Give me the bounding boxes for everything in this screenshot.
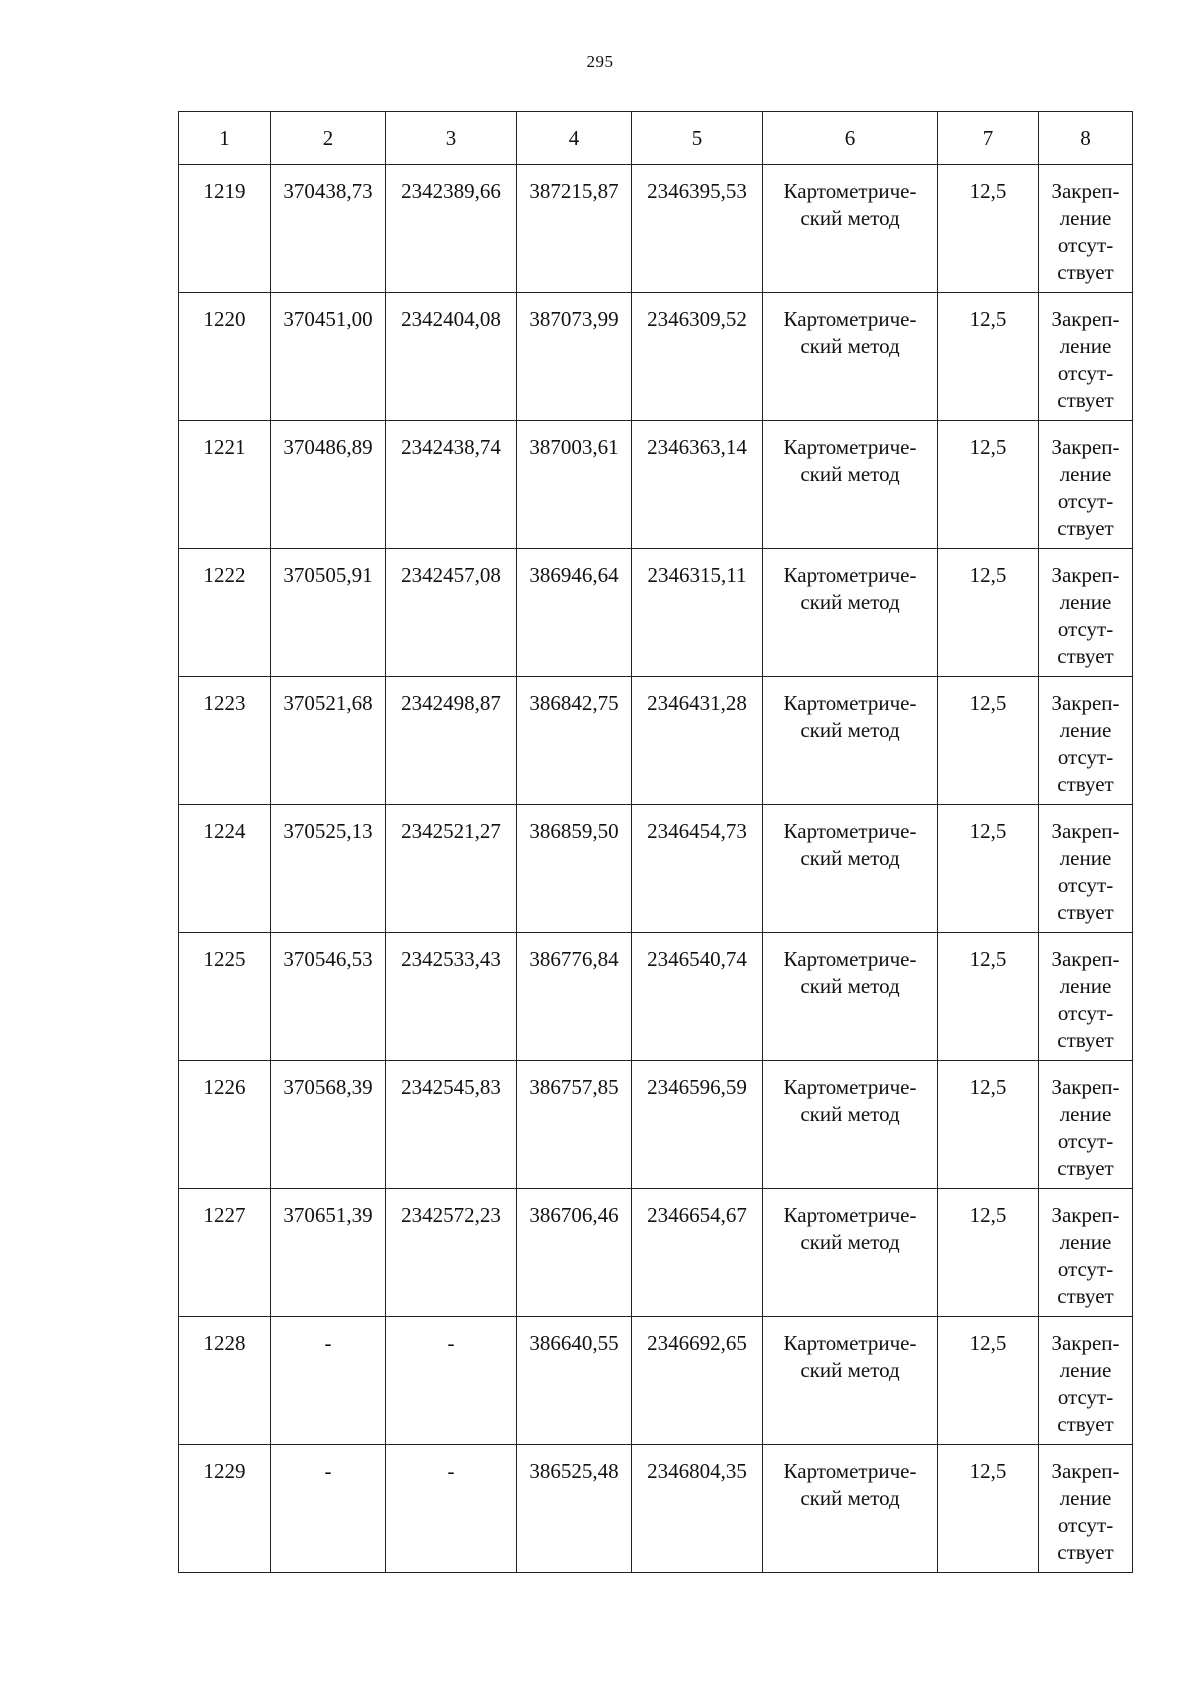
x-new-cell: 387003,61 <box>517 421 632 549</box>
method-cell: Картометриче- ский метод <box>763 165 938 293</box>
method-cell: Картометриче- ский метод <box>763 1445 938 1573</box>
y-new-cell: 2346315,11 <box>632 549 763 677</box>
table-row <box>179 165 1133 293</box>
x-new-cell: 387073,99 <box>517 293 632 421</box>
method-cell: Картометриче- ский метод <box>763 933 938 1061</box>
y-old-cell: 2342389,66 <box>386 165 517 293</box>
x-old-cell: 370521,68 <box>271 677 386 805</box>
table-row <box>179 293 1133 421</box>
point-number-cell: 1227 <box>179 1189 271 1317</box>
table-row <box>179 1445 1133 1573</box>
method-cell: Картометриче- ский метод <box>763 1317 938 1445</box>
y-old-cell: - <box>386 1317 517 1445</box>
method-cell: Картометриче- ский метод <box>763 1189 938 1317</box>
table-row <box>179 1189 1133 1317</box>
accuracy-cell: 12,5 <box>938 933 1039 1061</box>
method-cell: Картометриче- ский метод <box>763 1061 938 1189</box>
fixation-cell: Закреп- ление отсут- ствует <box>1039 933 1133 1061</box>
table-row <box>179 933 1133 1061</box>
y-old-cell: 2342404,08 <box>386 293 517 421</box>
accuracy-cell: 12,5 <box>938 677 1039 805</box>
y-old-cell: 2342545,83 <box>386 1061 517 1189</box>
point-number-cell: 1219 <box>179 165 271 293</box>
accuracy-cell: 12,5 <box>938 1061 1039 1189</box>
fixation-cell: Закреп- ление отсут- ствует <box>1039 549 1133 677</box>
column-header: 1 <box>179 112 271 165</box>
point-number-cell: 1222 <box>179 549 271 677</box>
column-header: 2 <box>271 112 386 165</box>
fixation-cell: Закреп- ление отсут- ствует <box>1039 805 1133 933</box>
column-header: 7 <box>938 112 1039 165</box>
y-new-cell: 2346596,59 <box>632 1061 763 1189</box>
table-row <box>179 421 1133 549</box>
page-number: 295 <box>586 52 614 71</box>
y-new-cell: 2346454,73 <box>632 805 763 933</box>
fixation-cell: Закреп- ление отсут- ствует <box>1039 421 1133 549</box>
y-new-cell: 2346363,14 <box>632 421 763 549</box>
method-cell: Картометриче- ский метод <box>763 677 938 805</box>
accuracy-cell: 12,5 <box>938 1445 1039 1573</box>
accuracy-cell: 12,5 <box>938 1317 1039 1445</box>
y-old-cell: 2342521,27 <box>386 805 517 933</box>
x-new-cell: 387215,87 <box>517 165 632 293</box>
accuracy-cell: 12,5 <box>938 165 1039 293</box>
x-old-cell: 370438,73 <box>271 165 386 293</box>
fixation-cell: Закреп- ление отсут- ствует <box>1039 1445 1133 1573</box>
table-header-row <box>179 112 1133 165</box>
accuracy-cell: 12,5 <box>938 293 1039 421</box>
fixation-cell: Закреп- ление отсут- ствует <box>1039 677 1133 805</box>
table-row <box>179 677 1133 805</box>
fixation-cell: Закреп- ление отсут- ствует <box>1039 1061 1133 1189</box>
point-number-cell: 1220 <box>179 293 271 421</box>
point-number-cell: 1221 <box>179 421 271 549</box>
x-new-cell: 386946,64 <box>517 549 632 677</box>
x-old-cell: 370525,13 <box>271 805 386 933</box>
accuracy-cell: 12,5 <box>938 549 1039 677</box>
x-new-cell: 386776,84 <box>517 933 632 1061</box>
fixation-cell: Закреп- ление отсут- ствует <box>1039 293 1133 421</box>
point-number-cell: 1223 <box>179 677 271 805</box>
x-new-cell: 386640,55 <box>517 1317 632 1445</box>
column-header: 8 <box>1039 112 1133 165</box>
point-number-cell: 1228 <box>179 1317 271 1445</box>
table-row <box>179 805 1133 933</box>
y-old-cell: 2342498,87 <box>386 677 517 805</box>
column-header: 5 <box>632 112 763 165</box>
x-new-cell: 386525,48 <box>517 1445 632 1573</box>
column-header: 6 <box>763 112 938 165</box>
accuracy-cell: 12,5 <box>938 1189 1039 1317</box>
y-old-cell: - <box>386 1445 517 1573</box>
y-old-cell: 2342438,74 <box>386 421 517 549</box>
coordinates-table <box>178 111 1133 1573</box>
y-old-cell: 2342572,23 <box>386 1189 517 1317</box>
column-header: 4 <box>517 112 632 165</box>
method-cell: Картометриче- ский метод <box>763 805 938 933</box>
point-number-cell: 1224 <box>179 805 271 933</box>
table-row <box>179 1317 1133 1445</box>
fixation-cell: Закреп- ление отсут- ствует <box>1039 165 1133 293</box>
x-old-cell: 370451,00 <box>271 293 386 421</box>
y-old-cell: 2342533,43 <box>386 933 517 1061</box>
point-number-cell: 1225 <box>179 933 271 1061</box>
method-cell: Картометриче- ский метод <box>763 293 938 421</box>
x-new-cell: 386706,46 <box>517 1189 632 1317</box>
x-new-cell: 386842,75 <box>517 677 632 805</box>
y-new-cell: 2346431,28 <box>632 677 763 805</box>
method-cell: Картометриче- ский метод <box>763 549 938 677</box>
table-row <box>179 549 1133 677</box>
accuracy-cell: 12,5 <box>938 421 1039 549</box>
y-new-cell: 2346309,52 <box>632 293 763 421</box>
column-header: 3 <box>386 112 517 165</box>
point-number-cell: 1226 <box>179 1061 271 1189</box>
x-old-cell: 370568,39 <box>271 1061 386 1189</box>
x-old-cell: 370486,89 <box>271 421 386 549</box>
x-old-cell: 370546,53 <box>271 933 386 1061</box>
y-old-cell: 2342457,08 <box>386 549 517 677</box>
point-number-cell: 1229 <box>179 1445 271 1573</box>
x-old-cell: - <box>271 1445 386 1573</box>
y-new-cell: 2346395,53 <box>632 165 763 293</box>
y-new-cell: 2346692,65 <box>632 1317 763 1445</box>
method-cell: Картометриче- ский метод <box>763 421 938 549</box>
y-new-cell: 2346654,67 <box>632 1189 763 1317</box>
x-old-cell: 370651,39 <box>271 1189 386 1317</box>
x-new-cell: 386757,85 <box>517 1061 632 1189</box>
x-new-cell: 386859,50 <box>517 805 632 933</box>
y-new-cell: 2346540,74 <box>632 933 763 1061</box>
y-new-cell: 2346804,35 <box>632 1445 763 1573</box>
accuracy-cell: 12,5 <box>938 805 1039 933</box>
x-old-cell: - <box>271 1317 386 1445</box>
x-old-cell: 370505,91 <box>271 549 386 677</box>
table-row <box>179 1061 1133 1189</box>
fixation-cell: Закреп- ление отсут- ствует <box>1039 1317 1133 1445</box>
fixation-cell: Закреп- ление отсут- ствует <box>1039 1189 1133 1317</box>
